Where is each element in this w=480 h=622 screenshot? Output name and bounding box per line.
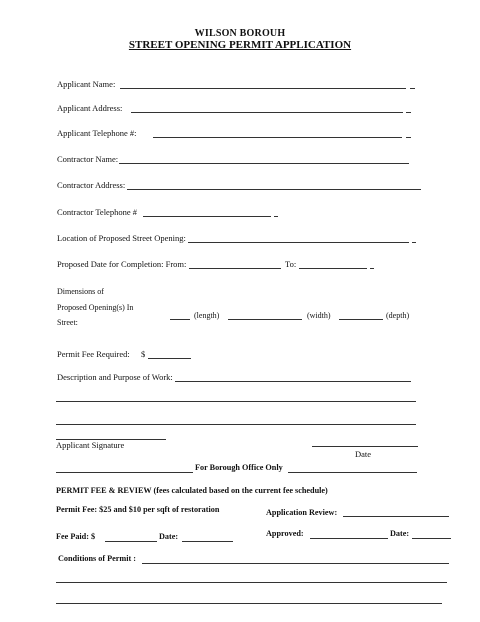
applicant-address-field-tail — [406, 112, 411, 113]
applicant-name-label: Applicant Name: — [57, 79, 116, 89]
fee-paid-date-field[interactable] — [182, 541, 233, 542]
fee-paid-field[interactable] — [105, 541, 157, 542]
applicant-telephone-field[interactable] — [153, 137, 402, 138]
location-field-tail — [412, 242, 416, 243]
permit-review-heading: PERMIT FEE & REVIEW (fees calculated based on the current fee schedule) — [56, 486, 328, 495]
permit-fee-dollar: $ — [141, 349, 146, 359]
approved-label: Approved: — [266, 529, 304, 538]
location-field[interactable] — [188, 242, 409, 243]
office-divider-right — [288, 472, 417, 473]
permit-fee-text: Permit Fee: $25 and $10 per sqft of restoration — [56, 505, 220, 514]
depth-field[interactable] — [339, 319, 383, 320]
form-title: STREET OPENING PERMIT APPLICATION — [128, 39, 352, 51]
contractor-name-field[interactable] — [119, 163, 409, 164]
length-field[interactable] — [170, 319, 190, 320]
description-field-line1[interactable] — [175, 381, 411, 382]
borough-name: WILSON BOROUH — [194, 28, 286, 39]
approved-date-field[interactable] — [412, 538, 451, 539]
conditions-field-line2[interactable] — [56, 582, 447, 583]
applicant-name-field[interactable] — [120, 88, 406, 89]
approved-date-label: Date: — [390, 529, 410, 538]
description-field-line2[interactable] — [56, 401, 416, 402]
dimensions-label-line2: Proposed Opening(s) In — [57, 303, 134, 312]
conditions-label: Conditions of Permit : — [58, 554, 137, 563]
contractor-telephone-field[interactable] — [143, 216, 271, 217]
fee-paid-date-label: Date: — [159, 532, 179, 541]
applicant-address-label: Applicant Address: — [57, 103, 123, 113]
location-label: Location of Proposed Street Opening: — [57, 233, 186, 243]
application-review-label: Application Review: — [266, 508, 338, 517]
contractor-telephone-label: Contractor Telephone # — [57, 207, 137, 217]
signature-date-label: Date — [355, 449, 372, 459]
dimensions-label-line3: Street: — [57, 318, 78, 327]
width-field[interactable] — [228, 319, 302, 320]
signature-date-field[interactable] — [312, 446, 418, 447]
length-label: (length) — [194, 311, 220, 320]
description-label: Description and Purpose of Work: — [57, 372, 173, 382]
contractor-address-label: Contractor Address: — [57, 180, 126, 190]
description-field-line3[interactable] — [56, 424, 416, 425]
completion-from-label: Proposed Date for Completion: From: — [57, 259, 187, 269]
completion-to-field-tail — [370, 268, 374, 269]
applicant-address-field[interactable] — [131, 112, 403, 113]
approved-field[interactable] — [310, 538, 388, 539]
completion-from-field[interactable] — [189, 268, 281, 269]
office-divider-left — [56, 472, 193, 473]
contractor-name-label: Contractor Name: — [57, 154, 119, 164]
width-label: (width) — [307, 311, 331, 320]
completion-to-label: To: — [285, 259, 297, 269]
depth-label: (depth) — [386, 311, 410, 320]
conditions-field-line1[interactable] — [142, 563, 449, 564]
conditions-field-line3[interactable] — [56, 603, 442, 604]
dimensions-label-line1: Dimensions of — [57, 287, 104, 296]
contractor-telephone-field-tail — [274, 216, 278, 217]
office-only-label: For Borough Office Only — [195, 463, 283, 472]
applicant-signature-label: Applicant Signature — [56, 440, 125, 450]
applicant-name-field-tail — [410, 88, 415, 89]
fee-paid-label: Fee Paid: $ — [56, 532, 96, 541]
applicant-telephone-label: Applicant Telephone #: — [57, 128, 137, 138]
contractor-address-field[interactable] — [127, 189, 421, 190]
completion-to-field[interactable] — [299, 268, 367, 269]
permit-fee-label: Permit Fee Required: — [57, 349, 130, 359]
applicant-telephone-field-tail — [406, 137, 411, 138]
permit-fee-field[interactable] — [148, 358, 191, 359]
application-review-field[interactable] — [343, 516, 449, 517]
